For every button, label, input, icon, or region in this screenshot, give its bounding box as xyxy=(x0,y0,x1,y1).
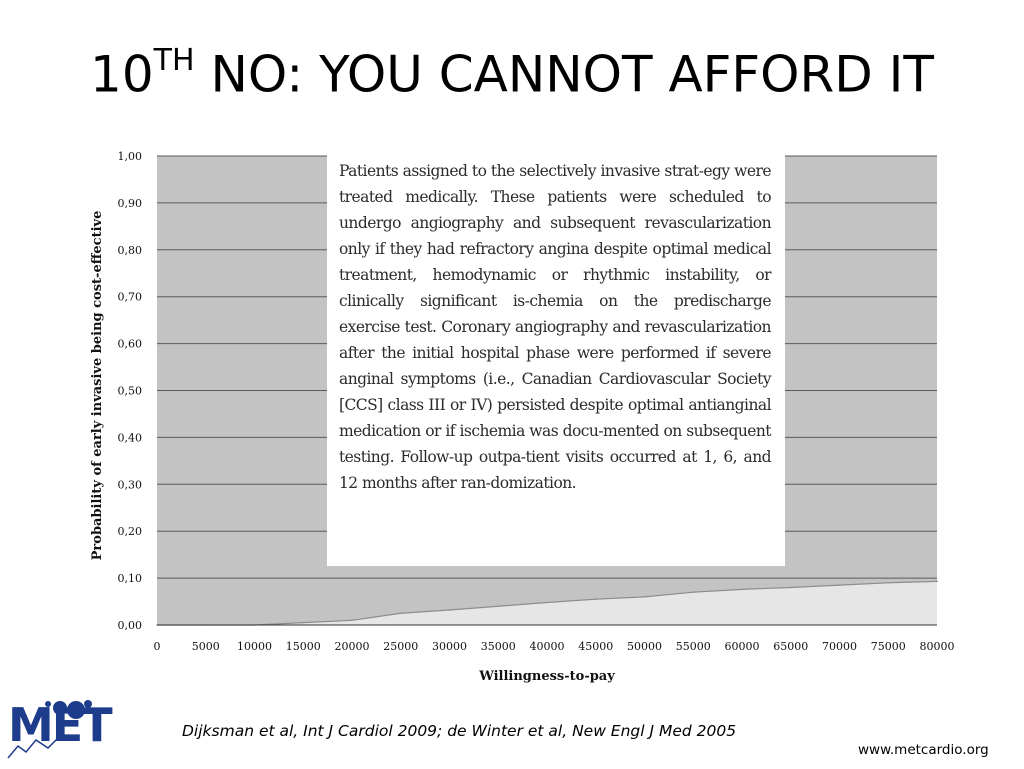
data-point xyxy=(497,605,499,607)
y-tick-label: 0,80 xyxy=(117,243,142,257)
x-tick-label: 70000 xyxy=(822,640,857,653)
y-tick-label: 0,90 xyxy=(117,196,142,210)
x-tick-label: 15000 xyxy=(285,640,321,653)
data-point xyxy=(790,587,792,589)
citation: Dijksman et al, Int J Cardiol 2009; de Winter et al, New Engl J Med 2005 xyxy=(182,722,737,740)
x-tick-label: 55000 xyxy=(675,640,711,653)
title-text: NO: YOU CANNOT AFFORD IT xyxy=(194,45,934,104)
y-tick-label: 0,50 xyxy=(117,384,142,398)
x-tick-label: 35000 xyxy=(480,640,516,653)
quote-box xyxy=(327,152,785,566)
data-point xyxy=(644,596,646,598)
x-tick-label: 25000 xyxy=(383,640,419,653)
title-superscript: TH xyxy=(153,43,195,78)
x-tick-label: 50000 xyxy=(627,640,662,653)
data-point xyxy=(741,589,743,591)
y-tick-label: 0,70 xyxy=(117,290,142,304)
data-point xyxy=(595,598,597,600)
x-tick-label: 30000 xyxy=(432,640,467,653)
x-tick-label: 40000 xyxy=(529,640,565,653)
x-tick-label: 65000 xyxy=(773,640,809,653)
y-tick-label: 0,20 xyxy=(117,525,142,539)
slide-title xyxy=(0,30,1024,110)
y-tick-label: 0,00 xyxy=(117,619,142,632)
quote-text: Patients assigned to the selectively invasive strat-egy were treated medically. These patients were scheduled to undergo angiography and subsequent revascularization only if they had refractory angina despite optimal medical treatment, hemodynamic or rhythmic instability, or clinically significant is-chemia on the predischarge exercise test. Coronary angiography and revascularization after the initial hospital phase were performed if severe anginal symptoms (i.e., Canadian Cardiovascular Society [CCS] class III or IV) persisted despite optimal antianginal medication or if ischemia was docu-mented on subsequent testing. Follow-up outpa-tient visits occurred at 1, 6, and 12 months after ran-domization. xyxy=(339,162,771,492)
y-tick-label: 0,10 xyxy=(117,572,142,586)
data-point xyxy=(839,584,841,586)
x-tick-label: 0 xyxy=(153,640,161,653)
x-axis-label: Willingness-to-pay xyxy=(479,669,615,684)
data-point xyxy=(936,581,938,583)
data-point xyxy=(351,620,353,622)
data-point xyxy=(302,622,304,624)
y-tick-label: 0,30 xyxy=(117,478,142,492)
x-tick-label: 5000 xyxy=(191,640,220,653)
y-tick-label: 1,00 xyxy=(117,150,142,163)
data-point xyxy=(692,591,694,593)
x-tick-label: 45000 xyxy=(578,640,614,653)
y-axis-label: Probability of early invasive being cost-effective xyxy=(90,210,105,561)
data-point xyxy=(400,612,402,614)
x-tick-label: 20000 xyxy=(334,640,370,653)
title-number: 10 xyxy=(90,45,154,104)
y-tick-label: 0,40 xyxy=(117,431,142,445)
data-point xyxy=(887,582,889,584)
met-logo xyxy=(4,696,111,764)
data-point xyxy=(449,609,451,611)
website-link[interactable]: www.metcardio.org xyxy=(858,742,989,758)
y-tick-label: 0,60 xyxy=(117,337,142,351)
data-point xyxy=(546,602,548,604)
x-tick-label: 75000 xyxy=(870,640,906,653)
x-tick-label: 60000 xyxy=(724,640,760,653)
x-tick-label: 10000 xyxy=(237,640,272,653)
x-tick-label: 80000 xyxy=(919,640,955,653)
logo-text: MET xyxy=(8,698,111,752)
